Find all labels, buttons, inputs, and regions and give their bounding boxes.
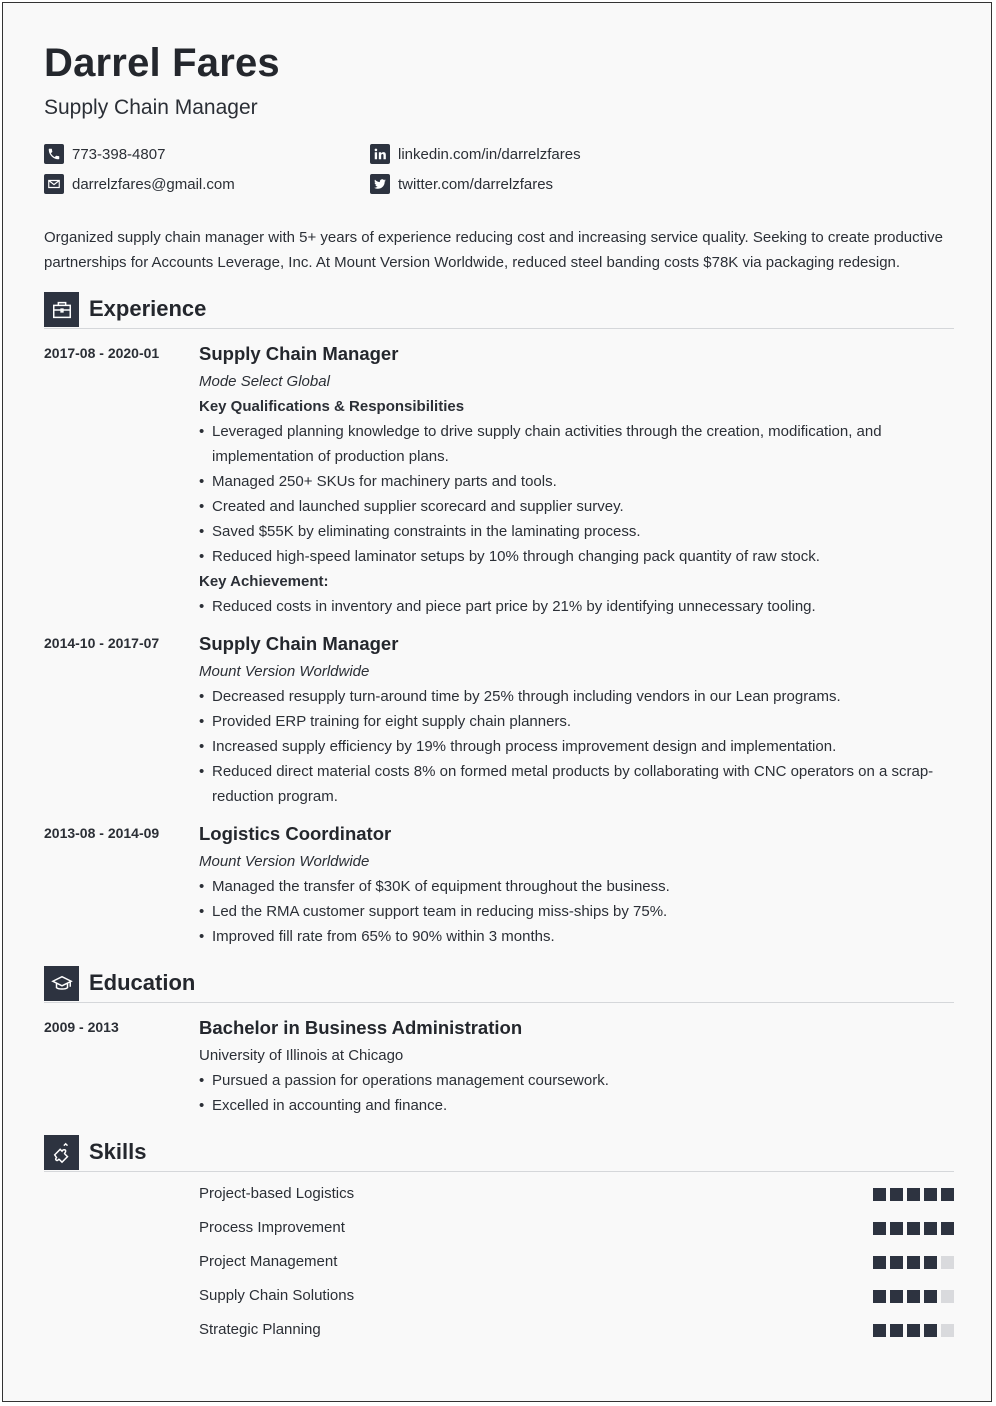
- degree-title: Bachelor in Business Administration: [199, 1017, 523, 1038]
- list-item: • Managed 250+ SKUs for machinery parts and tools.: [199, 469, 954, 494]
- job-title: Logistics Coordinator: [199, 823, 392, 844]
- job-company: Mode Select Global: [199, 373, 330, 390]
- skill-row: [199, 1252, 954, 1272]
- skill-row: [199, 1286, 954, 1306]
- rating-square-filled: [873, 1290, 886, 1303]
- skill-rating: [873, 1188, 954, 1201]
- rating-square-filled: [907, 1256, 920, 1269]
- rating-square-filled: [873, 1188, 886, 1201]
- skill-name: Process Improvement: [199, 1219, 345, 1236]
- graduation-cap-icon: [44, 966, 79, 1001]
- rating-square-filled: [907, 1188, 920, 1201]
- job-title: Supply Chain Manager: [199, 633, 399, 654]
- skill-name: Project Management: [199, 1253, 338, 1270]
- skills-section-header: [44, 1135, 954, 1172]
- list-item: • Reduced high-speed laminator setups by 10% through changing pack quantity of raw stock.: [199, 544, 954, 569]
- list-item: • Reduced costs in inventory and piece part price by 21% by identifying unnecessary tooling.: [199, 594, 954, 619]
- job-body: [199, 342, 954, 619]
- list-item: • Pursued a passion for operations management coursework.: [199, 1068, 954, 1093]
- experience-section-header: [44, 292, 954, 329]
- linkedin-icon: [370, 144, 390, 164]
- rating-square-filled: [924, 1222, 937, 1235]
- rating-square-filled: [941, 1222, 954, 1235]
- list-item: • Decreased resupply turn-around time by 25% through including vendors in our Lean programs.: [199, 684, 954, 709]
- list-item: • Reduced direct material costs 8% on formed metal products by collaborating with CNC operators on a scrap-reduction program.: [199, 759, 954, 809]
- job-bullets: [199, 684, 954, 809]
- rating-square-filled: [873, 1222, 886, 1235]
- list-item: • Managed the transfer of $30K of equipment throughout the business.: [199, 874, 954, 899]
- puzzle-icon: [44, 1135, 79, 1170]
- job-dates: 2013-08 - 2014-09: [44, 825, 160, 841]
- list-item: • Saved $55K by eliminating constraints in the laminating process.: [199, 519, 954, 544]
- candidate-name: Darrel Fares: [44, 41, 280, 85]
- rating-square-filled: [907, 1324, 920, 1337]
- education-bullets: [199, 1068, 954, 1118]
- rating-square-filled: [890, 1222, 903, 1235]
- rating-square-filled: [941, 1188, 954, 1201]
- twitter-text[interactable]: twitter.com/darrelzfares: [398, 175, 554, 193]
- phone-text[interactable]: 773-398-4807: [72, 145, 166, 163]
- education-body: [199, 1016, 954, 1118]
- rating-square-filled: [890, 1256, 903, 1269]
- summary-text: Organized supply chain manager with 5+ years of experience reducing cost and increasing service quality. Seeking to create productive partnerships for Accounts Leverage, Inc. At Mount Version Worldwide, reduced steel banding costs $78K via packaging redesign.: [44, 229, 943, 271]
- rating-square-empty: [941, 1290, 954, 1303]
- education-section-header: [44, 966, 954, 1003]
- list-item: • Created and launched supplier scorecard and supplier survey.: [199, 494, 954, 519]
- rating-square-filled: [873, 1324, 886, 1337]
- rating-square-filled: [890, 1290, 903, 1303]
- skill-rating: [873, 1324, 954, 1337]
- rating-square-filled: [907, 1222, 920, 1235]
- job-dates: 2014-10 - 2017-07: [44, 635, 160, 651]
- twitter-icon: [370, 174, 390, 194]
- job-dates: 2017-08 - 2020-01: [44, 345, 160, 361]
- job-subheading: Key Qualifications & Responsibilities: [199, 398, 465, 415]
- skills-heading: Skills: [89, 1139, 147, 1164]
- skill-name: Project-based Logistics: [199, 1185, 355, 1202]
- skill-row: [199, 1320, 954, 1340]
- job-company: Mount Version Worldwide: [199, 663, 370, 680]
- skill-row: [199, 1184, 954, 1204]
- skill-rating: [873, 1222, 954, 1235]
- job-subheading: Key Achievement:: [199, 573, 329, 590]
- rating-square-empty: [941, 1324, 954, 1337]
- rating-square-filled: [924, 1290, 937, 1303]
- contact-phone: [44, 144, 165, 164]
- job-bullets: [199, 874, 954, 949]
- job-bullets: [199, 419, 954, 569]
- job-title: Supply Chain Manager: [199, 343, 399, 364]
- rating-square-filled: [890, 1324, 903, 1337]
- job-body: [199, 632, 954, 809]
- rating-square-filled: [924, 1188, 937, 1201]
- list-item: • Excelled in accounting and finance.: [199, 1093, 954, 1118]
- skill-rating: [873, 1290, 954, 1303]
- envelope-icon: [44, 174, 64, 194]
- list-item: • Improved fill rate from 65% to 90% within 3 months.: [199, 924, 954, 949]
- phone-icon: [44, 144, 64, 164]
- job-company: Mount Version Worldwide: [199, 853, 370, 870]
- rating-square-filled: [907, 1290, 920, 1303]
- job-bullets: [199, 594, 954, 619]
- linkedin-text[interactable]: linkedin.com/in/darrelzfares: [398, 145, 581, 163]
- list-item: • Leveraged planning knowledge to drive supply chain activities through the creation, modification, and implementation of production plans.: [199, 419, 954, 469]
- contact-email: [44, 174, 235, 194]
- contact-linkedin: [370, 144, 581, 164]
- skill-row: [199, 1218, 954, 1238]
- rating-square-filled: [924, 1256, 937, 1269]
- skill-rating: [873, 1256, 954, 1269]
- briefcase-icon: [44, 292, 79, 327]
- rating-square-empty: [941, 1256, 954, 1269]
- job-body: [199, 822, 954, 949]
- email-text[interactable]: darrelzfares@gmail.com: [72, 175, 235, 193]
- list-item: • Led the RMA customer support team in reducing miss-ships by 75%.: [199, 899, 954, 924]
- candidate-role: Supply Chain Manager: [44, 96, 258, 119]
- rating-square-filled: [890, 1188, 903, 1201]
- skill-name: Supply Chain Solutions: [199, 1287, 355, 1304]
- contact-twitter: [370, 174, 553, 194]
- experience-heading: Experience: [89, 296, 207, 321]
- education-dates: 2009 - 2013: [44, 1019, 119, 1035]
- skill-name: Strategic Planning: [199, 1321, 321, 1338]
- list-item: • Increased supply efficiency by 19% through process improvement design and implementation.: [199, 734, 954, 759]
- rating-square-filled: [873, 1256, 886, 1269]
- resume-page: [2, 2, 992, 1402]
- school-name: University of Illinois at Chicago: [199, 1047, 404, 1064]
- list-item: • Provided ERP training for eight supply chain planners.: [199, 709, 954, 734]
- education-heading: Education: [89, 970, 196, 995]
- rating-square-filled: [924, 1324, 937, 1337]
